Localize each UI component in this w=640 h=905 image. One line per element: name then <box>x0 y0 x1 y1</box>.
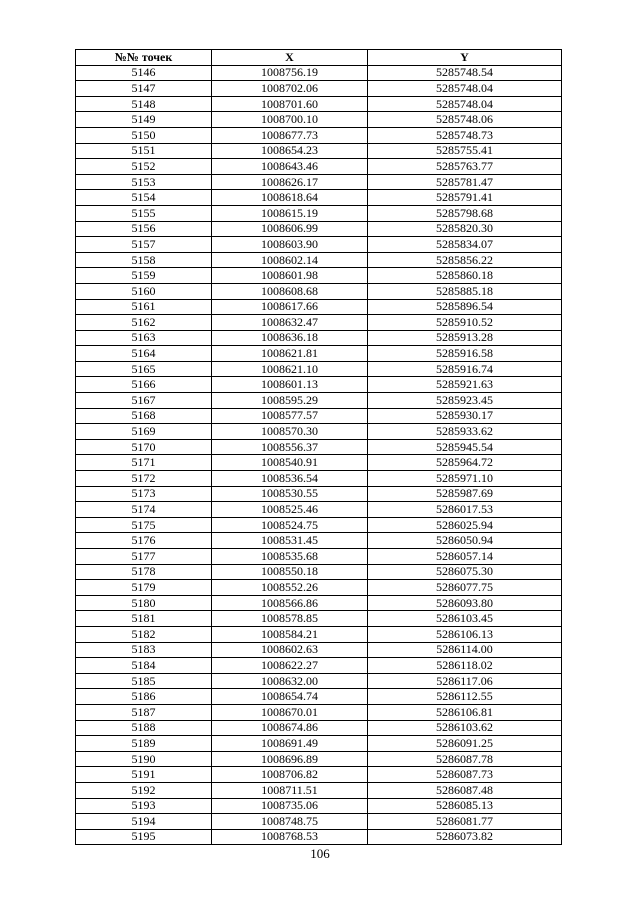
cell-point-number: 5147 <box>76 81 212 97</box>
table-row <box>76 782 562 798</box>
table-row <box>76 689 562 705</box>
cell-y: 5286073.82 <box>368 829 562 845</box>
cell-y: 5285860.18 <box>368 268 562 284</box>
cell-point-number: 5181 <box>76 611 212 627</box>
cell-y: 5286103.62 <box>368 720 562 736</box>
cell-point-number: 5180 <box>76 595 212 611</box>
cell-x: 1008535.68 <box>212 549 368 565</box>
cell-x: 1008700.10 <box>212 112 368 128</box>
cell-y: 5285916.74 <box>368 361 562 377</box>
cell-point-number: 5184 <box>76 658 212 674</box>
cell-point-number: 5165 <box>76 361 212 377</box>
cell-x: 1008701.60 <box>212 96 368 112</box>
cell-y: 5285781.47 <box>368 174 562 190</box>
cell-x: 1008670.01 <box>212 704 368 720</box>
cell-point-number: 5152 <box>76 159 212 175</box>
cell-x: 1008615.19 <box>212 205 368 221</box>
header-x: X <box>212 50 368 66</box>
table-row <box>76 642 562 658</box>
table-row <box>76 237 562 253</box>
table-row <box>76 299 562 315</box>
cell-point-number: 5161 <box>76 299 212 315</box>
table-row <box>76 626 562 642</box>
header-point-number: №№ точек <box>76 50 212 66</box>
header-y: Y <box>368 50 562 66</box>
cell-x: 1008550.18 <box>212 564 368 580</box>
table-row <box>76 283 562 299</box>
cell-x: 1008595.29 <box>212 393 368 409</box>
table-row <box>76 611 562 627</box>
cell-y: 5285987.69 <box>368 486 562 502</box>
cell-y: 5285923.45 <box>368 393 562 409</box>
table-row <box>76 268 562 284</box>
cell-x: 1008584.21 <box>212 626 368 642</box>
table-row <box>76 704 562 720</box>
cell-point-number: 5157 <box>76 237 212 253</box>
table-body <box>76 65 562 845</box>
cell-x: 1008626.17 <box>212 174 368 190</box>
cell-x: 1008577.57 <box>212 408 368 424</box>
table-row <box>76 580 562 596</box>
cell-x: 1008654.23 <box>212 143 368 159</box>
table-row <box>76 829 562 845</box>
table-row <box>76 673 562 689</box>
table-row <box>76 549 562 565</box>
cell-point-number: 5167 <box>76 393 212 409</box>
cell-x: 1008643.46 <box>212 159 368 175</box>
cell-x: 1008677.73 <box>212 127 368 143</box>
cell-point-number: 5166 <box>76 377 212 393</box>
cell-point-number: 5159 <box>76 268 212 284</box>
table-row <box>76 221 562 237</box>
table-row <box>76 471 562 487</box>
table-row <box>76 96 562 112</box>
table-row <box>76 424 562 440</box>
cell-y: 5285748.04 <box>368 81 562 97</box>
cell-point-number: 5155 <box>76 205 212 221</box>
table-row <box>76 533 562 549</box>
cell-y: 5285921.63 <box>368 377 562 393</box>
cell-x: 1008632.47 <box>212 315 368 331</box>
cell-x: 1008603.90 <box>212 237 368 253</box>
cell-point-number: 5156 <box>76 221 212 237</box>
cell-y: 5285971.10 <box>368 471 562 487</box>
cell-point-number: 5189 <box>76 736 212 752</box>
cell-point-number: 5183 <box>76 642 212 658</box>
cell-point-number: 5177 <box>76 549 212 565</box>
cell-x: 1008711.51 <box>212 782 368 798</box>
cell-point-number: 5195 <box>76 829 212 845</box>
cell-y: 5286114.00 <box>368 642 562 658</box>
cell-y: 5285933.62 <box>368 424 562 440</box>
table-row <box>76 751 562 767</box>
cell-x: 1008674.86 <box>212 720 368 736</box>
cell-x: 1008608.68 <box>212 283 368 299</box>
cell-y: 5285964.72 <box>368 455 562 471</box>
cell-y: 5285798.68 <box>368 205 562 221</box>
cell-y: 5285885.18 <box>368 283 562 299</box>
cell-x: 1008654.74 <box>212 689 368 705</box>
cell-y: 5286106.13 <box>368 626 562 642</box>
cell-point-number: 5160 <box>76 283 212 299</box>
table-row <box>76 439 562 455</box>
table-row <box>76 595 562 611</box>
table-row <box>76 408 562 424</box>
cell-x: 1008566.86 <box>212 595 368 611</box>
cell-x: 1008621.10 <box>212 361 368 377</box>
cell-y: 5285763.77 <box>368 159 562 175</box>
cell-point-number: 5194 <box>76 814 212 830</box>
cell-x: 1008756.19 <box>212 65 368 81</box>
cell-point-number: 5168 <box>76 408 212 424</box>
table-row <box>76 517 562 533</box>
table-row <box>76 736 562 752</box>
cell-x: 1008540.91 <box>212 455 368 471</box>
cell-point-number: 5154 <box>76 190 212 206</box>
cell-point-number: 5176 <box>76 533 212 549</box>
cell-x: 1008578.85 <box>212 611 368 627</box>
cell-point-number: 5190 <box>76 751 212 767</box>
cell-point-number: 5192 <box>76 782 212 798</box>
cell-x: 1008702.06 <box>212 81 368 97</box>
cell-point-number: 5174 <box>76 502 212 518</box>
cell-y: 5285748.54 <box>368 65 562 81</box>
cell-point-number: 5170 <box>76 439 212 455</box>
table-row <box>76 720 562 736</box>
table-row <box>76 361 562 377</box>
cell-x: 1008525.46 <box>212 502 368 518</box>
cell-y: 5285820.30 <box>368 221 562 237</box>
coordinates-table <box>75 49 562 845</box>
cell-y: 5286106.81 <box>368 704 562 720</box>
table-row <box>76 393 562 409</box>
table-row <box>76 174 562 190</box>
cell-point-number: 5187 <box>76 704 212 720</box>
table-row <box>76 252 562 268</box>
header-row <box>76 50 562 66</box>
cell-point-number: 5146 <box>76 65 212 81</box>
cell-y: 5286057.14 <box>368 549 562 565</box>
cell-y: 5286050.94 <box>368 533 562 549</box>
table-row <box>76 65 562 81</box>
cell-point-number: 5150 <box>76 127 212 143</box>
table-row <box>76 377 562 393</box>
cell-y: 5285913.28 <box>368 330 562 346</box>
cell-y: 5285755.41 <box>368 143 562 159</box>
cell-y: 5285834.07 <box>368 237 562 253</box>
cell-point-number: 5149 <box>76 112 212 128</box>
cell-x: 1008606.99 <box>212 221 368 237</box>
cell-x: 1008621.81 <box>212 346 368 362</box>
table-row <box>76 315 562 331</box>
cell-point-number: 5185 <box>76 673 212 689</box>
cell-point-number: 5188 <box>76 720 212 736</box>
cell-y: 5286017.53 <box>368 502 562 518</box>
cell-point-number: 5173 <box>76 486 212 502</box>
cell-y: 5286118.02 <box>368 658 562 674</box>
cell-point-number: 5169 <box>76 424 212 440</box>
cell-x: 1008530.55 <box>212 486 368 502</box>
table-row <box>76 143 562 159</box>
cell-x: 1008696.89 <box>212 751 368 767</box>
cell-y: 5286077.75 <box>368 580 562 596</box>
cell-point-number: 5182 <box>76 626 212 642</box>
cell-point-number: 5191 <box>76 767 212 783</box>
cell-point-number: 5158 <box>76 252 212 268</box>
cell-y: 5286075.30 <box>368 564 562 580</box>
cell-x: 1008601.13 <box>212 377 368 393</box>
cell-y: 5285945.54 <box>368 439 562 455</box>
cell-point-number: 5179 <box>76 580 212 596</box>
cell-x: 1008602.63 <box>212 642 368 658</box>
cell-x: 1008617.66 <box>212 299 368 315</box>
cell-x: 1008768.53 <box>212 829 368 845</box>
cell-point-number: 5163 <box>76 330 212 346</box>
cell-y: 5285748.04 <box>368 96 562 112</box>
cell-y: 5285916.58 <box>368 346 562 362</box>
cell-y: 5286093.80 <box>368 595 562 611</box>
cell-y: 5286087.78 <box>368 751 562 767</box>
cell-x: 1008570.30 <box>212 424 368 440</box>
cell-x: 1008531.45 <box>212 533 368 549</box>
cell-point-number: 5193 <box>76 798 212 814</box>
cell-point-number: 5148 <box>76 96 212 112</box>
cell-x: 1008632.00 <box>212 673 368 689</box>
cell-point-number: 5171 <box>76 455 212 471</box>
cell-point-number: 5178 <box>76 564 212 580</box>
cell-point-number: 5186 <box>76 689 212 705</box>
cell-x: 1008622.27 <box>212 658 368 674</box>
cell-x: 1008706.82 <box>212 767 368 783</box>
cell-point-number: 5172 <box>76 471 212 487</box>
cell-y: 5285896.54 <box>368 299 562 315</box>
table-row <box>76 455 562 471</box>
cell-x: 1008602.14 <box>212 252 368 268</box>
table-row <box>76 205 562 221</box>
cell-y: 5286103.45 <box>368 611 562 627</box>
table-row <box>76 502 562 518</box>
cell-x: 1008735.06 <box>212 798 368 814</box>
cell-point-number: 5153 <box>76 174 212 190</box>
cell-x: 1008636.18 <box>212 330 368 346</box>
cell-x: 1008618.64 <box>212 190 368 206</box>
table-header <box>76 50 562 66</box>
cell-x: 1008556.37 <box>212 439 368 455</box>
cell-y: 5285856.22 <box>368 252 562 268</box>
table-row <box>76 798 562 814</box>
cell-y: 5286117.06 <box>368 673 562 689</box>
cell-point-number: 5151 <box>76 143 212 159</box>
cell-x: 1008748.75 <box>212 814 368 830</box>
table-row <box>76 127 562 143</box>
cell-x: 1008601.98 <box>212 268 368 284</box>
cell-point-number: 5162 <box>76 315 212 331</box>
table-row <box>76 112 562 128</box>
cell-point-number: 5164 <box>76 346 212 362</box>
table-row <box>76 767 562 783</box>
cell-x: 1008524.75 <box>212 517 368 533</box>
cell-y: 5285748.73 <box>368 127 562 143</box>
cell-y: 5286112.55 <box>368 689 562 705</box>
cell-y: 5286025.94 <box>368 517 562 533</box>
cell-y: 5285791.41 <box>368 190 562 206</box>
cell-x: 1008552.26 <box>212 580 368 596</box>
cell-y: 5286091.25 <box>368 736 562 752</box>
cell-y: 5285930.17 <box>368 408 562 424</box>
cell-x: 1008691.49 <box>212 736 368 752</box>
table-row <box>76 346 562 362</box>
cell-y: 5285910.52 <box>368 315 562 331</box>
table-row <box>76 81 562 97</box>
cell-point-number: 5175 <box>76 517 212 533</box>
table-row <box>76 330 562 346</box>
cell-x: 1008536.54 <box>212 471 368 487</box>
table-row <box>76 564 562 580</box>
cell-y: 5286087.73 <box>368 767 562 783</box>
table-row <box>76 486 562 502</box>
table-row <box>76 159 562 175</box>
table-row <box>76 658 562 674</box>
cell-y: 5285748.06 <box>368 112 562 128</box>
cell-y: 5286087.48 <box>368 782 562 798</box>
cell-y: 5286085.13 <box>368 798 562 814</box>
cell-y: 5286081.77 <box>368 814 562 830</box>
table-row <box>76 190 562 206</box>
table-row <box>76 814 562 830</box>
page-number: 106 <box>310 846 330 861</box>
